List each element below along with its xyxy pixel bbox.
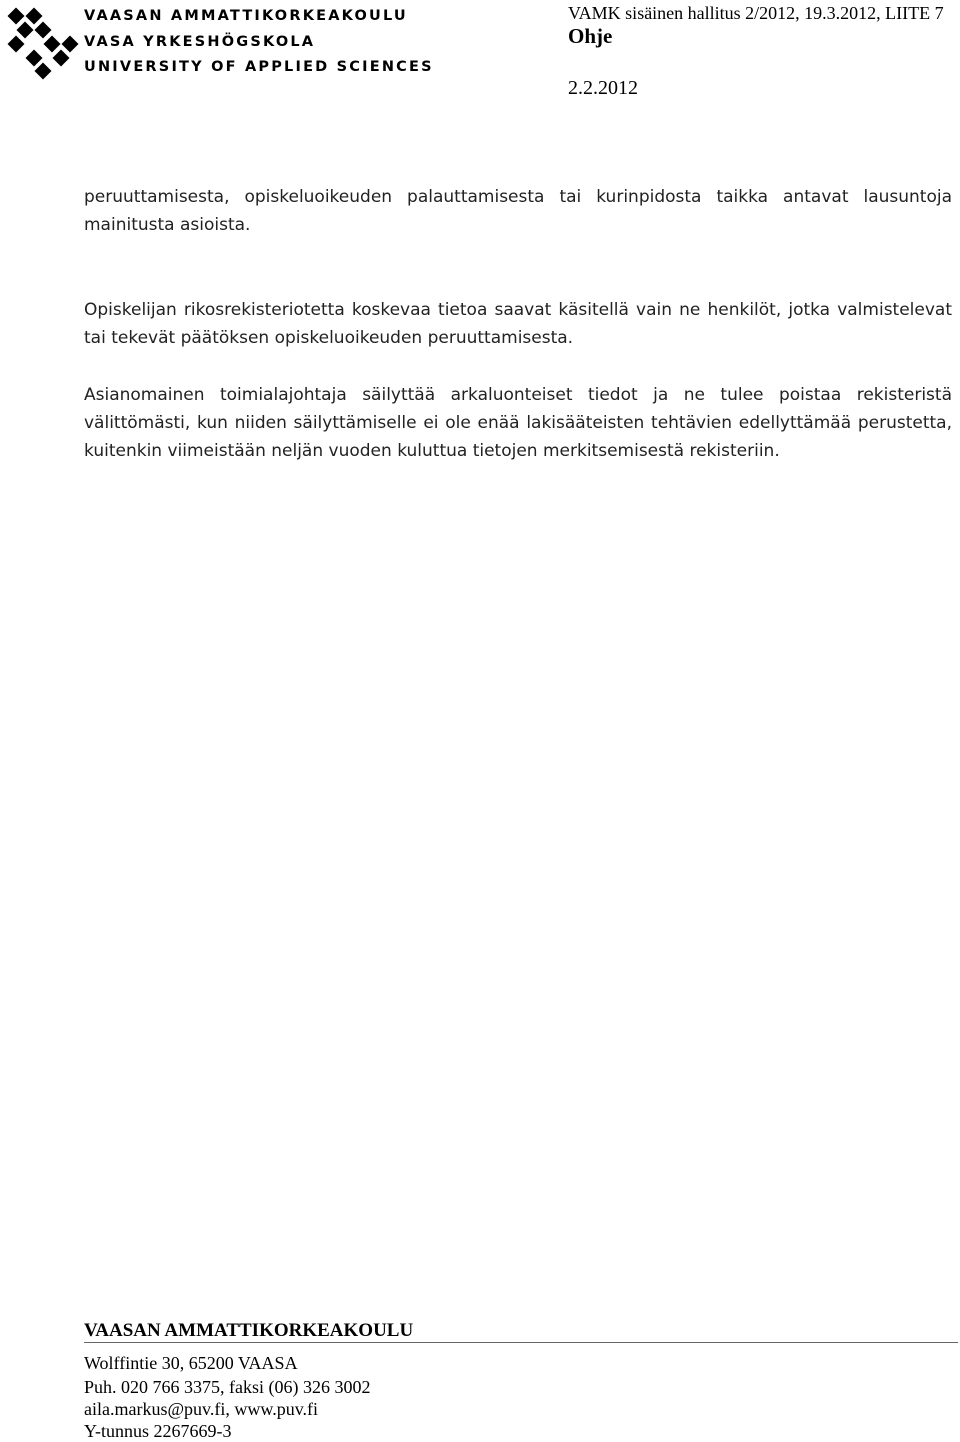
body-paragraph-2: Opiskelijan rikosrekisteriotetta koskevaa tietoa saavat käsitellä vain ne henkilöt, jotka valmistelevat tai tekevät päätöksen opiskeluoikeuden peruuttamisesta.: [84, 300, 952, 348]
logo-diamond: [8, 36, 25, 53]
body-paragraph-3: Asianomainen toimialajohtaja säilyttää arkaluonteiset tiedot ja ne tulee poistaa rekisteristä välittömästi, kun niiden säilyttämiselle ei ole enää lakisääteisten tehtävien edellyttämää perustetta, kuitenkin viimeistään neljän vuoden kuluttua tietojen merkitsemisestä rekisteriin.: [84, 385, 952, 461]
university-logo: [2, 2, 82, 82]
body-paragraph-1: peruuttamisesta, opiskeluoikeuden palauttamisesta tai kurinpidosta taikka antavat lausuntoja mainitusta asioista.: [84, 187, 952, 235]
institution-name-sv: VASA YRKESHÖGSKOLA: [84, 34, 316, 50]
footer-phone: Puh. 020 766 3375, faksi (06) 326 3002: [84, 1377, 371, 1397]
meeting-reference: VAMK sisäinen hallitus 2/2012, 19.3.2012, LIITE 7: [568, 3, 944, 23]
footer-contact: aila.markus@puv.fi, www.puv.fi: [84, 1399, 319, 1419]
logo-diamond: [17, 22, 34, 39]
footer-address: Wolffintie 30, 65200 VAASA: [84, 1353, 298, 1373]
institution-name-en: UNIVERSITY OF APPLIED SCIENCES: [84, 59, 434, 75]
document-date: 2.2.2012: [568, 77, 638, 99]
footer-business-id: Y-tunnus 2267669-3: [84, 1421, 232, 1441]
logo-diamond: [53, 50, 70, 67]
logo-diamond: [35, 22, 52, 39]
logo-diamond: [26, 8, 43, 25]
logo-diamond: [44, 36, 61, 53]
logo-diamond: [26, 50, 43, 67]
logo-diamond: [62, 36, 79, 53]
document-type: Ohje: [568, 24, 613, 48]
logo-diamond: [35, 63, 52, 80]
footer-institution-name: VAASAN AMMATTIKORKEAKOULU: [84, 1320, 414, 1341]
footer-divider: [84, 1342, 958, 1343]
logo-diamond: [8, 8, 25, 25]
institution-name-fi: VAASAN AMMATTIKORKEAKOULU: [84, 8, 408, 24]
